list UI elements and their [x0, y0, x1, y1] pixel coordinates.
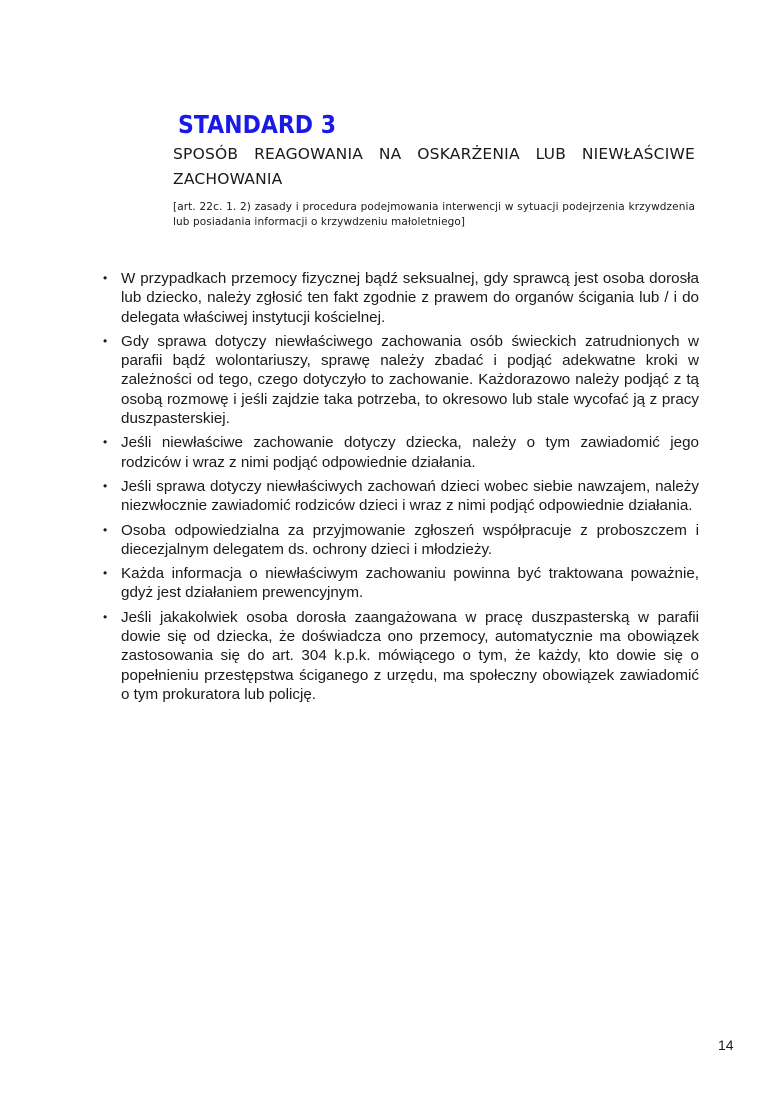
list-item-text: Osoba odpowiedzialna za przyjmowanie zgłoszeń współpracuje z proboszczem i diecezjalnym delegatem ds. ochrony dzieci i młodzieży.	[121, 521, 699, 558]
standard-subtitle: SPOSÓB REAGOWANIA NA OSKARŻENIA LUB NIEWŁAŚCIWE ZACHOWANIA	[173, 145, 695, 188]
list-item-text: Jeśli jakakolwiek osoba dorosła zaangażowana w pracę duszpasterską w parafii dowie się od dziecka, że doświadcza ono przemocy, automatycznie ma obowiązek zastosowania się do art. 304 k.p.k. mówiącego o tym, że każdy, kto dowie się o popełnieniu przestępstwa ściganego z urzędu, ma społeczny obowiązek zawiadomić o tym prokuratora lub policję.	[121, 608, 699, 703]
legal-reference-note: [art. 22c. 1. 2) zasady i procedura podejmowania interwencji w sytuacji podejrzenia krzywdzenia lub posiadania informacji o krzywdzeniu małoletniego]	[173, 201, 695, 228]
list-item-text: Jeśli niewłaściwe zachowanie dotyczy dziecka, należy o tym zawiadomić jego rodziców i wraz z nimi podjąć odpowiednie działania.	[121, 434, 699, 471]
list-item	[103, 608, 699, 704]
list-item-text: Gdy sprawa dotyczy niewłaściwego zachowania osób świeckich zatrudnionych w parafii bądź wolontariuszy, sprawę należy zbadać i podjąć adekwatne kroki w zależności od tego, czego dotyczyło to zachowanie. Każdorazowo należy podjąć z tą osobą rozmowę i jeśli zajdzie taka potrzeba, to okresowo lub stale wycofać ją z pracy duszpasterskiej.	[121, 332, 699, 428]
list-item	[103, 433, 699, 472]
list-item-text: Każda informacja o niewłaściwym zachowaniu powinna być traktowana poważnie, gdyż jest działaniem prewencyjnym.	[121, 565, 699, 602]
list-item	[103, 477, 699, 516]
rules-list	[103, 269, 699, 709]
bullet-icon: •	[103, 566, 108, 581]
list-item	[103, 269, 699, 327]
list-item-text: Jeśli sprawa dotyczy niewłaściwych zachowań dzieci wobec siebie nawzajem, należy niezwłocznie zawiadomić rodziców dzieci i wraz z nimi podjąć odpowiednie działania.	[121, 477, 699, 515]
bullet-icon: •	[103, 333, 108, 348]
bullet-icon: •	[103, 522, 108, 537]
list-item	[103, 564, 699, 603]
bullet-icon: •	[103, 435, 108, 450]
list-item	[103, 521, 699, 560]
bullet-icon: •	[103, 478, 108, 493]
page-number: 14	[718, 1037, 734, 1053]
bullet-icon: •	[103, 609, 108, 624]
standard-header	[173, 108, 695, 230]
list-item-text: W przypadkach przemocy fizycznej bądź seksualnej, gdy sprawcą jest osoba dorosła lub dziecko, należy zgłosić ten fakt zgodnie z prawem do organów ścigania lub / i do delegata właściwej instytucji kościelnej.	[121, 270, 699, 326]
standard-title: STANDARD 3	[178, 110, 337, 139]
list-item	[103, 332, 699, 428]
bullet-icon: •	[103, 271, 108, 285]
